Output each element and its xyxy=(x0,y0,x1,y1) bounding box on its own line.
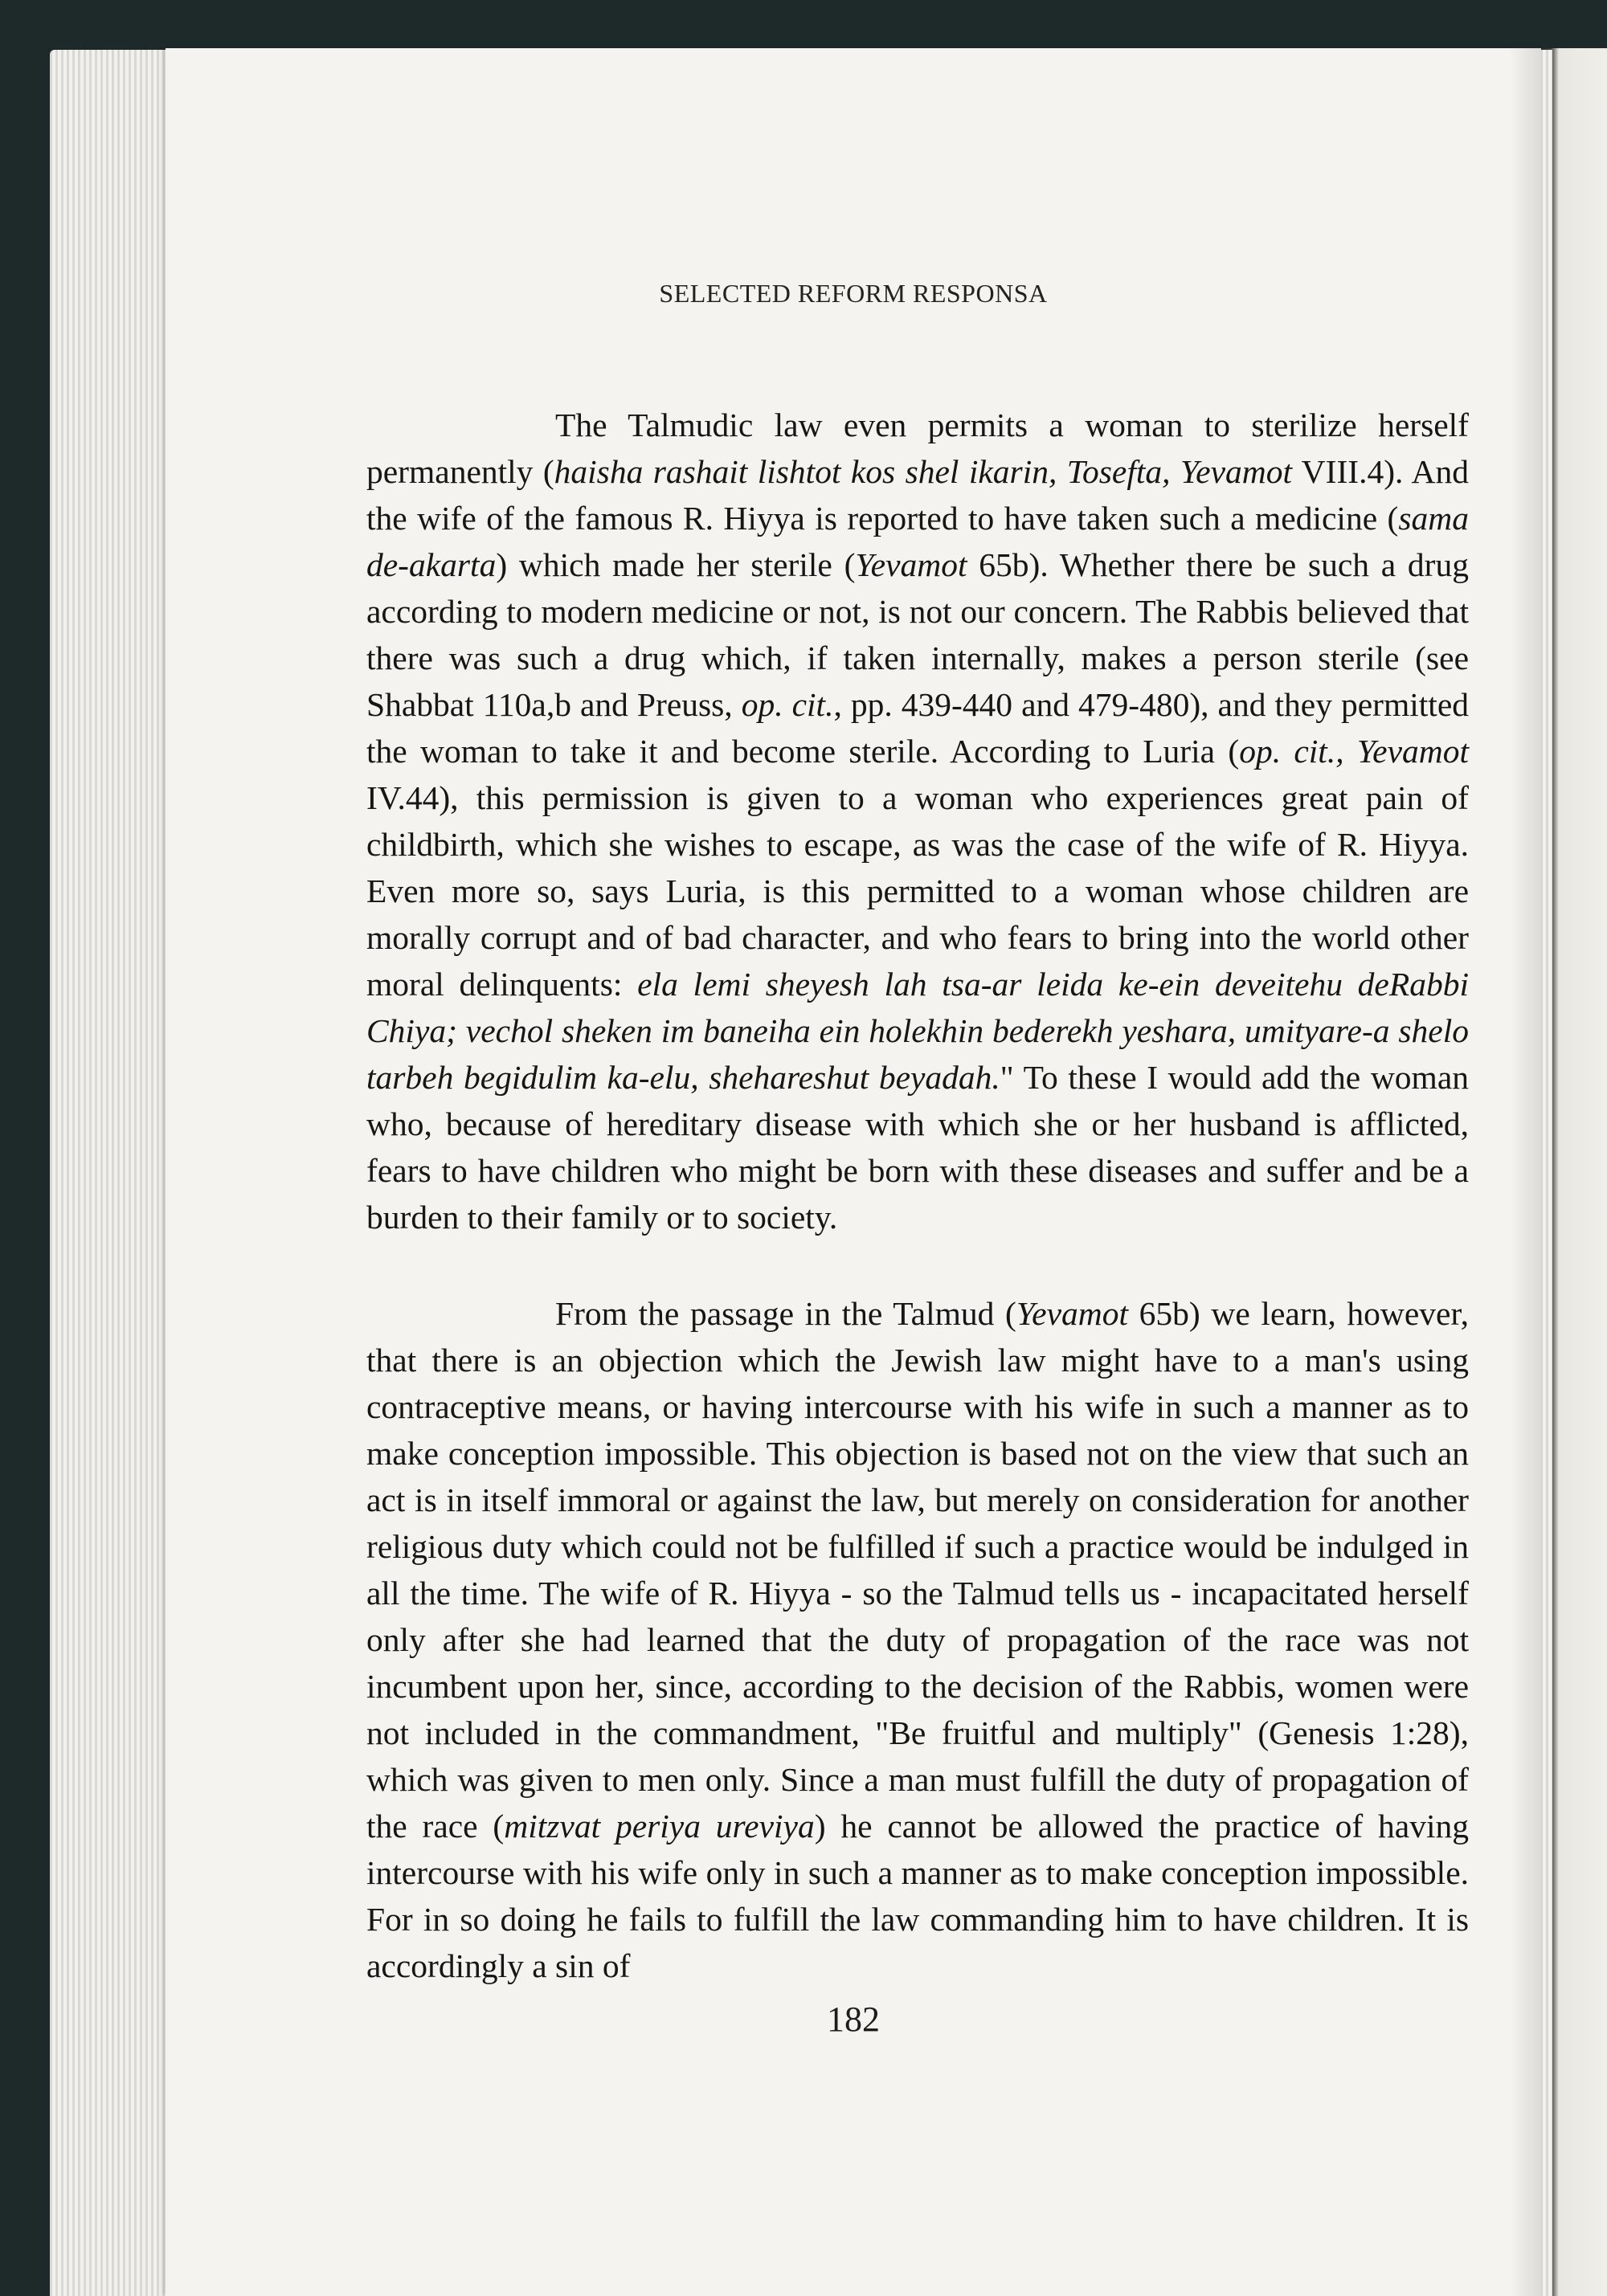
italic-run: op. cit. xyxy=(741,686,834,723)
italic-run: op. cit., Yevamot xyxy=(1239,733,1469,770)
text-run: " To these I would add the woman who, because of hereditary disease with which she or her husband is afflicted, fears to have children who might be born with these diseases and suffer and be a burden to their family or to society. xyxy=(366,1059,1469,1236)
text-run: From the passage in the Talmud ( xyxy=(555,1295,1016,1332)
book-page xyxy=(166,48,1541,2296)
italic-run: sama de-akarta xyxy=(366,500,1469,583)
italic-run: haisha rashait lishtot kos shel ikarin, Tosefta, Yevamot xyxy=(554,453,1293,490)
text-run: The Talmudic law even permits a woman to sterilize herself permanently ( xyxy=(366,406,1469,490)
text-run: VIII.4). And the wife of the famous R. Hiyya is reported to have taken such a medicine ( xyxy=(366,453,1469,537)
italic-run: Yevamot xyxy=(855,546,967,583)
text-run: , pp. 439-440 and 479-480), and they permitted the woman to take it and become sterile. According to Luria ( xyxy=(366,686,1469,770)
page-number: 182 xyxy=(827,2000,880,2039)
paragraph-1 xyxy=(366,402,1469,1240)
italic-run: ela lemi sheyesh lah tsa-ar leida ke-ein deveitehu deRabbi Chiya; vechol sheken im baneiha ein holekhin bederekh yeshara, umityare-a shelo tarbeh begidulim ka-elu, shehareshut beyadah. xyxy=(366,966,1469,1096)
running-head: SELECTED REFORM RESPONSA xyxy=(659,279,1048,308)
text-run: 65b) we learn, however, that there is an objection which the Jewish law might have to a man's using contraceptive means, or having intercourse with his wife in such a manner as to make conception impossible. This objection is based not on the view that such an act is in itself immoral or against the law, but merely on consideration for another religious duty which could not be fulfilled if such a practice would be indulged in all the time. The wife of R. Hiyya - so the Talmud tells us - incapacitated herself only after she had learned that the duty of propagation of the race was not incumbent upon her, since, according to the decision of the Rabbis, women were not included in the commandment, "Be fruitful and multiply" (Genesis 1:28), which was given to men only. Since a man must fulfill the duty of propagation of the race ( xyxy=(366,1295,1469,1845)
italic-run: Yevamot xyxy=(1016,1295,1128,1332)
paragraph-2 xyxy=(366,1290,1469,1989)
italic-run: mitzvat periya ureviya xyxy=(504,1808,815,1845)
text-run: ) which made her sterile ( xyxy=(496,546,856,583)
text-run: 65b). Whether there be such a drug according to modern medicine or not, is not our concern. The Rabbis believed that there was such a drug which, if taken internally, makes a person sterile (see Shabbat 110a,b and Preuss, xyxy=(366,546,1469,723)
body-text xyxy=(366,402,1469,1989)
text-run: IV.44), this permission is given to a woman who experiences great pain of childbirth, which she wishes to escape, as was the case of the wife of R. Hiyya. Even more so, says Luria, is this permitted to a woman whose children are morally corrupt and of bad character, and who fears to bring into the world other moral delinquents: xyxy=(366,779,1469,1003)
text-run: ) he cannot be allowed the practice of having intercourse with his wife only in such a manner as to make conception impossible. For in so doing he fails to fulfill the law commanding him to have children. It is accordingly a sin of xyxy=(366,1808,1469,1984)
